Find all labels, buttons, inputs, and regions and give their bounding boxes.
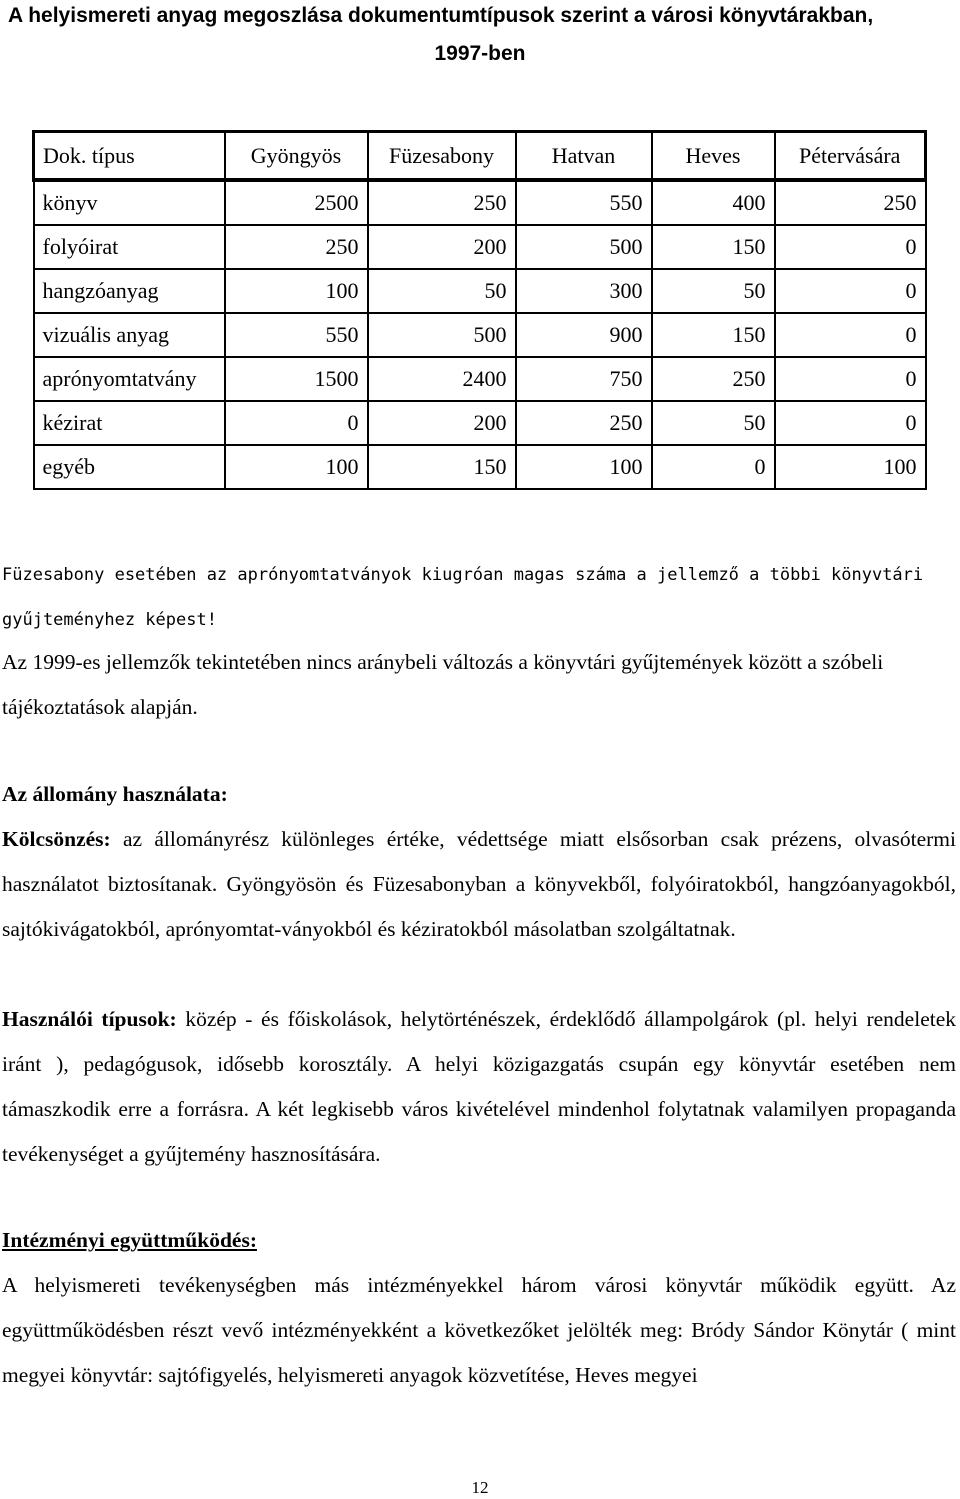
table-cell: 50 — [652, 269, 775, 313]
row-label: aprónyomtatvány — [34, 357, 225, 401]
row-label: vizuális anyag — [34, 313, 225, 357]
table-cell: 2500 — [225, 180, 368, 225]
table-cell: 0 — [775, 225, 926, 269]
lending-text: az állományrész különleges értéke, védettsége miatt elsősorban csak prézens, olvasótermi használatot biztosítanak. Gyöngyösön és Füzesabonyban a könyvekből, folyóiratokból, hangzóanyagokból, sajtókivágatokból, aprónyomtat-ványokból és kéziratokból másolatban szolgáltatnak. — [2, 827, 956, 941]
lending-label: Kölcsönzés: — [2, 827, 111, 851]
table-cell: 250 — [775, 180, 926, 225]
table-row — [34, 401, 926, 445]
table-cell: 250 — [368, 180, 516, 225]
table-cell: 100 — [225, 445, 368, 489]
table-cell: 0 — [652, 445, 775, 489]
table-cell: 550 — [516, 180, 652, 225]
user-types-text: közép - és főiskolások, helytörténészek, érdeklődő állampolgárok (pl. helyi rendeletek iránt ), pedagógusok, idősebb korosztály. A helyi közigazgatás csupán egy könyvtár esetében nem támaszkodik erre a forrásra. A két legkisebb város kivételével mindenhol folytatnak valamilyen propaganda tevékenységet a gyűjtemény hasznosítására. — [2, 1007, 956, 1166]
table-cell: 250 — [516, 401, 652, 445]
column-header: Füzesabony — [368, 132, 516, 181]
paragraph-user-types — [2, 997, 956, 1177]
column-header: Hatvan — [516, 132, 652, 181]
table-header-row — [34, 132, 926, 181]
title-line-1: A helyismereti anyag megoszlása dokumentumtípusok szerint a városi könyvtárakban, — [8, 4, 874, 27]
table-row — [34, 313, 926, 357]
paragraph-cooperation: A helyismereti tevékenységben más intézményekkel három városi könyvtár működik együtt. Az együttműködésben részt vevő intézményekként a következőket jelölték meg: Bródy Sándor Könytár ( mint megyei könyvtár: sajtófigyelés, helyismereti anyagok közvetítése, Heves megyei — [2, 1273, 956, 1387]
row-label: kézirat — [34, 401, 225, 445]
user-types-label: Használói típusok: — [2, 1007, 177, 1031]
table-cell: 900 — [516, 313, 652, 357]
table-cell: 550 — [225, 313, 368, 357]
table-cell: 200 — [368, 401, 516, 445]
table-cell: 500 — [368, 313, 516, 357]
document-type-table — [32, 130, 927, 490]
table-row — [34, 269, 926, 313]
paragraph-lending — [2, 817, 956, 952]
column-header: Dok. típus — [34, 132, 225, 181]
table-row — [34, 357, 926, 401]
table-cell: 2400 — [368, 357, 516, 401]
table-cell: 0 — [775, 401, 926, 445]
table-cell: 100 — [225, 269, 368, 313]
table-cell: 1500 — [225, 357, 368, 401]
column-header: Gyöngyös — [225, 132, 368, 181]
table-cell: 150 — [368, 445, 516, 489]
table-cell: 0 — [225, 401, 368, 445]
table-row — [34, 225, 926, 269]
paragraph-1999-note: Az 1999-es jellemzők tekintetében nincs aránybeli változás a könyvtári gyűjtemények között a szóbeli tájékoztatások alapján. — [2, 650, 884, 719]
table-cell: 0 — [775, 269, 926, 313]
row-label: könyv — [34, 180, 225, 225]
column-header: Pétervására — [775, 132, 926, 181]
table-cell: 100 — [775, 445, 926, 489]
table-cell: 100 — [516, 445, 652, 489]
row-label: folyóirat — [34, 225, 225, 269]
column-header: Heves — [652, 132, 775, 181]
table-cell: 750 — [516, 357, 652, 401]
row-label: egyéb — [34, 445, 225, 489]
heading-stock-usage: Az állomány használata: — [2, 782, 228, 806]
table-cell: 0 — [775, 357, 926, 401]
table-row — [34, 445, 926, 489]
row-label: hangzóanyag — [34, 269, 225, 313]
table-row — [34, 180, 926, 225]
table-cell: 250 — [225, 225, 368, 269]
table-cell: 150 — [652, 313, 775, 357]
table-cell: 150 — [652, 225, 775, 269]
table-cell: 300 — [516, 269, 652, 313]
table-cell: 200 — [368, 225, 516, 269]
title-line-2: 1997-ben — [434, 42, 526, 65]
table-cell: 50 — [652, 401, 775, 445]
heading-institutional-cooperation: Intézményi együttműködés: — [2, 1228, 257, 1252]
page-number: 12 — [471, 1478, 489, 1497]
table-cell: 50 — [368, 269, 516, 313]
table-cell: 500 — [516, 225, 652, 269]
paragraph-fuzesabony-note: Füzesabony esetében az aprónyomtatványok kiugróan magas száma a jellemző a többi könyvtári gyűjteményhez képest! — [2, 565, 924, 630]
table-cell: 0 — [775, 313, 926, 357]
table-cell: 250 — [652, 357, 775, 401]
table-cell: 400 — [652, 180, 775, 225]
